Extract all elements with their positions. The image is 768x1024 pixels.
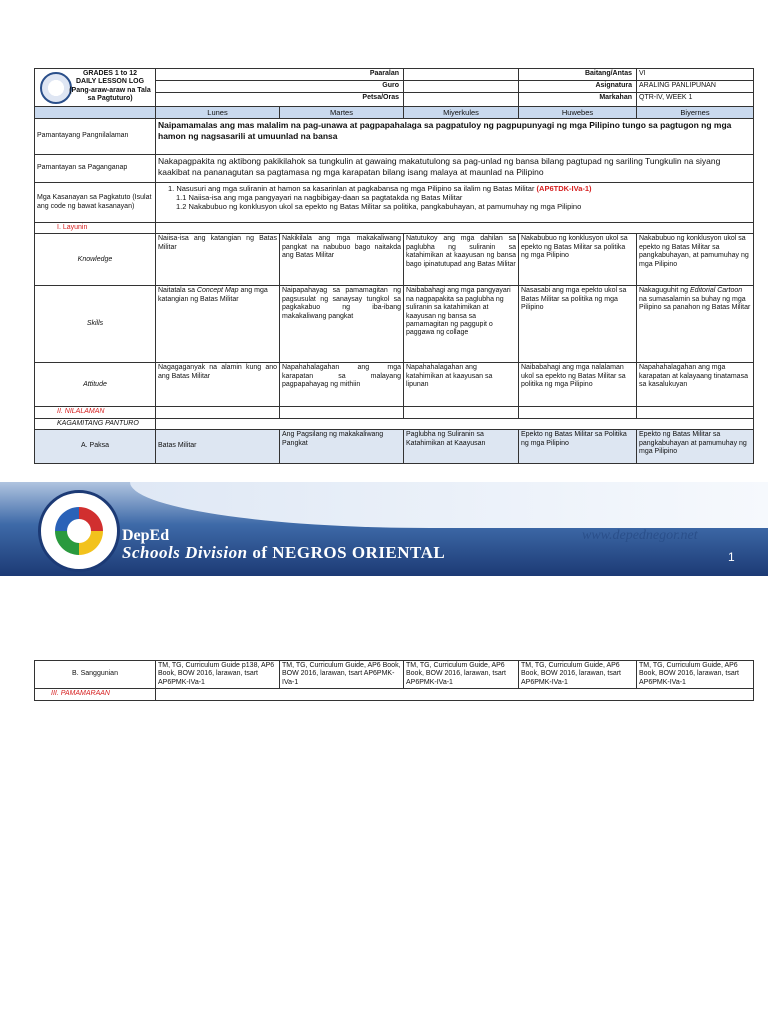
attitude-biyernes: Napahahalagahan ang mga karapatan at kalayaang tinatamasa sa kasalukuyan <box>637 363 754 407</box>
markahan-value: QTR-IV, WEEK 1 <box>637 93 754 107</box>
kasanayan-1-1: 1.1 Naiisa-isa ang mga pangyayari na nagbibigay-daan sa pagtatakda ng Batas Militar <box>176 193 463 202</box>
sanggunian-martes: TM, TG, Curriculum Guide, AP6 Book, BOW 2016, larawan, tsart AP6PMK-IVa-1 <box>280 661 404 689</box>
paksa-biyernes: Epekto ng Batas Militar sa pangkabuhayan at pamumuhay ng mga Pilipino <box>637 430 754 464</box>
skills-label: Skills <box>35 286 156 363</box>
knowledge-biyernes: Nakabubuo ng konklusyon ukol sa epekto ng Batas Militar sa pangkabuhayan, at pamumuhay ng mga Pilipino <box>637 234 754 286</box>
skills-lunes: Naitatala sa Concept Map ang mga katangian ng Batas Militar <box>156 286 280 363</box>
petsa-value <box>404 93 519 107</box>
kagamitang-label: KAGAMITANG PANTURO <box>35 418 156 429</box>
paksa-martes: Ang Pagsilang ng makakaliwang Pangkat <box>280 430 404 464</box>
paganganap-text: Nakapagpakita ng aktibong pakikilahok sa tungkulin at gawaing makatutulong sa pag-unlad ng bansa bilang pagtupad ng sariling Tungkulin na siyang kaakibat na pananagutan sa pagtamasa ng mga karapatan bilang isang malaya at maunlad na Pilipino <box>156 155 754 183</box>
paganganap-label: Pamantayan sa Paganganap <box>35 155 156 183</box>
guro-value <box>404 81 519 93</box>
sanggunian-label: B. Sanggunian <box>35 661 156 689</box>
website-url: www.depednegor.net <box>582 528 698 543</box>
pangnilalaman-label: Pamantayang Pangnilalaman <box>35 119 156 155</box>
day-header-martes: Martes <box>280 107 404 119</box>
division-text: Schools Division of NEGROS ORIENTAL <box>122 543 446 562</box>
deped-logo-icon <box>38 490 120 572</box>
sanggunian-miyerkules: TM, TG, Curriculum Guide, AP6 Book, BOW 2016, larawan, tsart AP6PMK-IVa-1 <box>404 661 519 689</box>
day-header-huwebes: Huwebes <box>519 107 637 119</box>
markahan-label: Markahan <box>519 93 637 107</box>
layunin-blank <box>156 223 754 234</box>
knowledge-miyerkules: Natutukoy ang mga dahilan sa paglubha ng suliranin sa katahimikan at kaayusan ng bansa bago ipinatutupad ang Batas Militar <box>404 234 519 286</box>
day-bar-blank <box>35 107 156 119</box>
lesson-log-table <box>34 68 754 464</box>
attitude-huwebes: Naibabahagi ang mga nalalaman ukol sa epekto ng Batas Militar sa politika ng mga Pilipino <box>519 363 637 407</box>
skills-martes: Naipapahayag sa pamamagitan ng pagsusulat ng sanaysay tungkol sa pagkakabuo ng iba-ibang makakaliwang pangkat <box>280 286 404 363</box>
attitude-lunes: Nagagaganyak na alamin kung ano ang Batas Militar <box>156 363 280 407</box>
paaralan-value <box>404 69 519 81</box>
day-header-biyernes: Biyernes <box>637 107 754 119</box>
kasanayan-label: Mga Kasanayan sa Pagkatuto (Isulat ang code ng bawat kasanayan) <box>35 183 156 223</box>
kasanayan-1: 1. Nasusuri ang mga suliranin at hamon sa kasarinlan at pagkabansa ng mga Pilipino sa ilalim ng Batas Militar (AP6TDK-IVa-1) <box>168 184 592 193</box>
attitude-label: Attitude <box>35 363 156 407</box>
attitude-miyerkules: Napahahalagahan ang katahimikan at kaayusan sa lipunan <box>404 363 519 407</box>
knowledge-lunes: Naiisa-isa ang katangian ng Batas Militar <box>156 234 280 286</box>
skills-miyerkules: Naibabahagi ang mga pangyayari na nagpapakita sa paglubha ng suliranin sa katahimikan at kaayusan ng bansa sa pamamagitan ng paggupit o paggawa ng collage <box>404 286 519 363</box>
deped-wordmark: DepEd <box>122 527 170 544</box>
nilalaman-label: II. NILALAMAN <box>35 407 156 418</box>
paksa-lunes: Batas Militar <box>156 430 280 464</box>
day-header-lunes: Lunes <box>156 107 280 119</box>
guro-label: Guro <box>156 81 404 93</box>
asignatura-value: ARALING PANLIPUNAN <box>637 81 754 93</box>
pamamaraan-label: III. PAMAMARAAN <box>35 689 156 700</box>
sanggunian-lunes: TM, TG, Curriculum Guide p138, AP6 Book, BOW 2016, larawan, tsart AP6PMK-IVa-1 <box>156 661 280 689</box>
knowledge-huwebes: Nakabubuo ng konklusyon ukol sa epekto ng Batas Militar sa politika ng mga Pilipino <box>519 234 637 286</box>
layunin-label: I. Layunin <box>35 223 156 234</box>
kasanayan-1-2: 1.2 Nakabubuo ng konklusyon ukol sa epekto ng Batas Militar sa politika, pangkabuhayan, at pamumuhay ng mga Pilipino <box>176 202 582 211</box>
knowledge-label: Knowledge <box>35 234 156 286</box>
day-header-miyerkules: Miyerkules <box>404 107 519 119</box>
paksa-label: A. Paksa <box>35 430 156 464</box>
baitang-value: VI <box>637 69 754 81</box>
petsa-label: Petsa/Oras <box>156 93 404 107</box>
knowledge-martes: Nakikilala ang mga makakaliwang pangkat na nabubuo bago naitakda ang Batas Militar <box>280 234 404 286</box>
sanggunian-biyernes: TM, TG, Curriculum Guide, AP6 Book, BOW 2016, larawan, tsart AP6PMK-IVa-1 <box>637 661 754 689</box>
pangnilalaman-text: Naipamamalas ang mas malalim na pag-unawa at pagpapahalaga sa pagpatuloy ng pagpupunyagi ng mga Pilipino tungo sa pagtugon ng mga hamon ng nagsasarili at umuunlad na bansa <box>156 119 754 155</box>
dll-sub-text: (Pang-araw-araw na Tala sa Pagtuturo) <box>69 86 151 103</box>
paksa-huwebes: Epekto ng Batas Militar sa Politika ng mga Pilipino <box>519 430 637 464</box>
grades-text: GRADES 1 to 12 <box>82 70 138 77</box>
asignatura-label: Asignatura <box>519 81 637 93</box>
skills-biyernes: Nakaguguhit ng Editorial Cartoon na sumasalamin sa buhay ng mga Pilipino sa panahon ng Batas Militar <box>637 286 754 363</box>
sanggunian-huwebes: TM, TG, Curriculum Guide, AP6 Book, BOW 2016, larawan, tsart AP6PMK-IVa-1 <box>519 661 637 689</box>
page-number: 1 <box>728 550 735 564</box>
paksa-miyerkules: Paglubha ng Suliranin sa Katahimikan at Kaayusan <box>404 430 519 464</box>
kasanayan-cell <box>156 183 754 223</box>
header-title-cell <box>35 69 156 107</box>
lesson-log-table-page-2 <box>34 660 754 701</box>
baitang-label: Baitang/Antas <box>519 69 637 81</box>
skills-huwebes: Nasasabi ang mga epekto ukol sa Batas Militar sa politika ng mga Pilipino <box>519 286 637 363</box>
dll-text: DAILY LESSON LOG <box>75 78 145 86</box>
paaralan-label: Paaralan <box>156 69 404 81</box>
attitude-martes: Napahahalagahan ang mga karapatan sa malayang pagpapahayag ng mithiin <box>280 363 404 407</box>
kasanayan-code: (AP6TDK-IVa-1) <box>536 184 592 193</box>
